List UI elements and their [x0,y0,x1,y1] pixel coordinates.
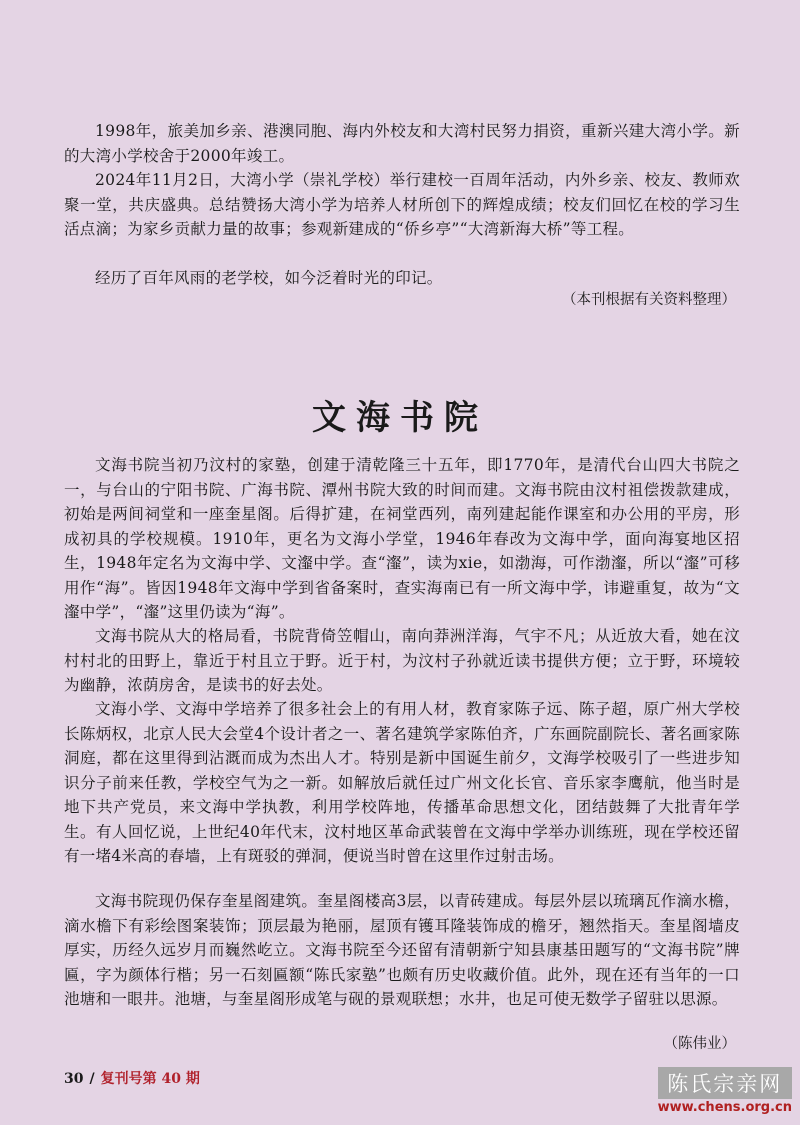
intro-paragraph-1: 1998年，旅美加乡亲、港澳同胞、海内外校友和大湾村民努力捐资，重新兴建大湾小学。新的大湾小学校舍于2000年竣工。 [64,122,740,165]
intro-paragraph-2: 2024年11月2日，大湾小学（崇礼学校）举行建校一百周年活动，内外乡亲、校友、教师欢聚一堂，共庆盛典。总结赞扬大湾小学为培养人材所创下的辉煌成绩；校友们回忆在校的学习生活点滴；为家乡贡献力量的故事；参观新建成的“侨乡亭”“大湾新海大桥”等工程。 [64,171,740,238]
watermark-site-name: 陈氏宗亲网 [658,1067,792,1099]
watermark-url: www.chens.org.cn [657,1100,792,1115]
article-paragraph-4: 文海书院现仍保存奎星阁建筑。奎星阁楼高3层，以青砖建成。每层外层以琉璃瓦作滴水檐，滴水檐下有彩绘图案装饰；顶层最为艳丽，屋顶有镬耳隆装饰成的檐牙，翘然指天。奎星阁墙皮厚实，历经久远岁月而巍然屹立。文海书院至今还留有清朝新宁知县康基田题写的“文海书院”牌匾，字为颜体行楷；另一石刻匾额“陈氏家塾”也颇有历史收藏价值。此外，现在还有当年的一口池塘和一眼井。池塘，与奎星阁形成笔与砚的景观联想；水井，也足可使无数学子留驻以思源。 [64,892,740,1008]
page-footer [64,1068,200,1088]
article-author: （陈伟业） [663,1036,736,1052]
article-paragraph-2: 文海书院从大的格局看，书院背倚笠帽山，南向莽洲洋海，气宇不凡；从近放大看，她在汶村村北的田野上，靠近于村且立于野。近于村，为汶村子孙就近读书提供方便；立于野，环境较为幽静，浓荫房舍，是读书的好去处。 [64,627,740,694]
article-title: 文海书院 [312,398,488,438]
issue-label: 复刊号第 40 期 [100,1071,200,1087]
footer-separator: / [89,1071,95,1087]
article-paragraph-1: 文海书院当初乃汶村的家塾，创建于清乾隆三十五年，即1770年，是清代台山四大书院之一，与台山的宁阳书院、广海书院、潭州书院大致的时间而建。文海书院由汶村祖偿拨款建成，初始是两间祠堂和一座奎星阁。后得扩建，在祠堂西列，南列建起能作课室和办公用的平房，形成初具的学校规模。1910年，更名为文海小学堂，1946年春改为文海中学，面向海宴地区招生，1948年定名为文海中学、文瀣中学。查“瀣”，读为xie，如渤海，可作渤瀣，所以“瀣”可移用作“海”。皆因1948年文海中学到省备案时，查实海南已有一所文海中学，讳避重复，故为“文瀣中学”，“瀣”这里仍读为“海”。 [64,456,740,621]
intro-credit: （本刊根据有关资料整理） [562,292,736,308]
site-watermark [658,1067,792,1115]
intro-paragraph-3: 经历了百年风雨的老学校，如今泛着时光的印记。 [95,269,443,287]
article-paragraph-3: 文海小学、文海中学培养了很多社会上的有用人材，教育家陈子远、陈子超，原广州大学校长陈炳权，北京人民大会堂4个设计者之一、著名建筑学家陈伯齐，广东画院副院长、著名画家陈洞庭，都在这里得到沾溉而成为杰出人才。特别是新中国诞生前夕，文海学校吸引了一些进步知识分子前来任教，学校空气为之一新。如解放后就任过广州文化长官、音乐家李鹰航，他当时是地下共产党员，来文海中学执教，利用学校阵地，传播革命思想文化，团结鼓舞了大批青年学生。有人回忆说，上世纪40年代末，汶村地区革命武装曾在文海中学举办训练班，现在学校还留有一堵4米高的春墙，上有斑驳的弹洞，便说当时曾在这里作过射击场。 [64,700,740,865]
page-number: 30 [64,1071,84,1087]
